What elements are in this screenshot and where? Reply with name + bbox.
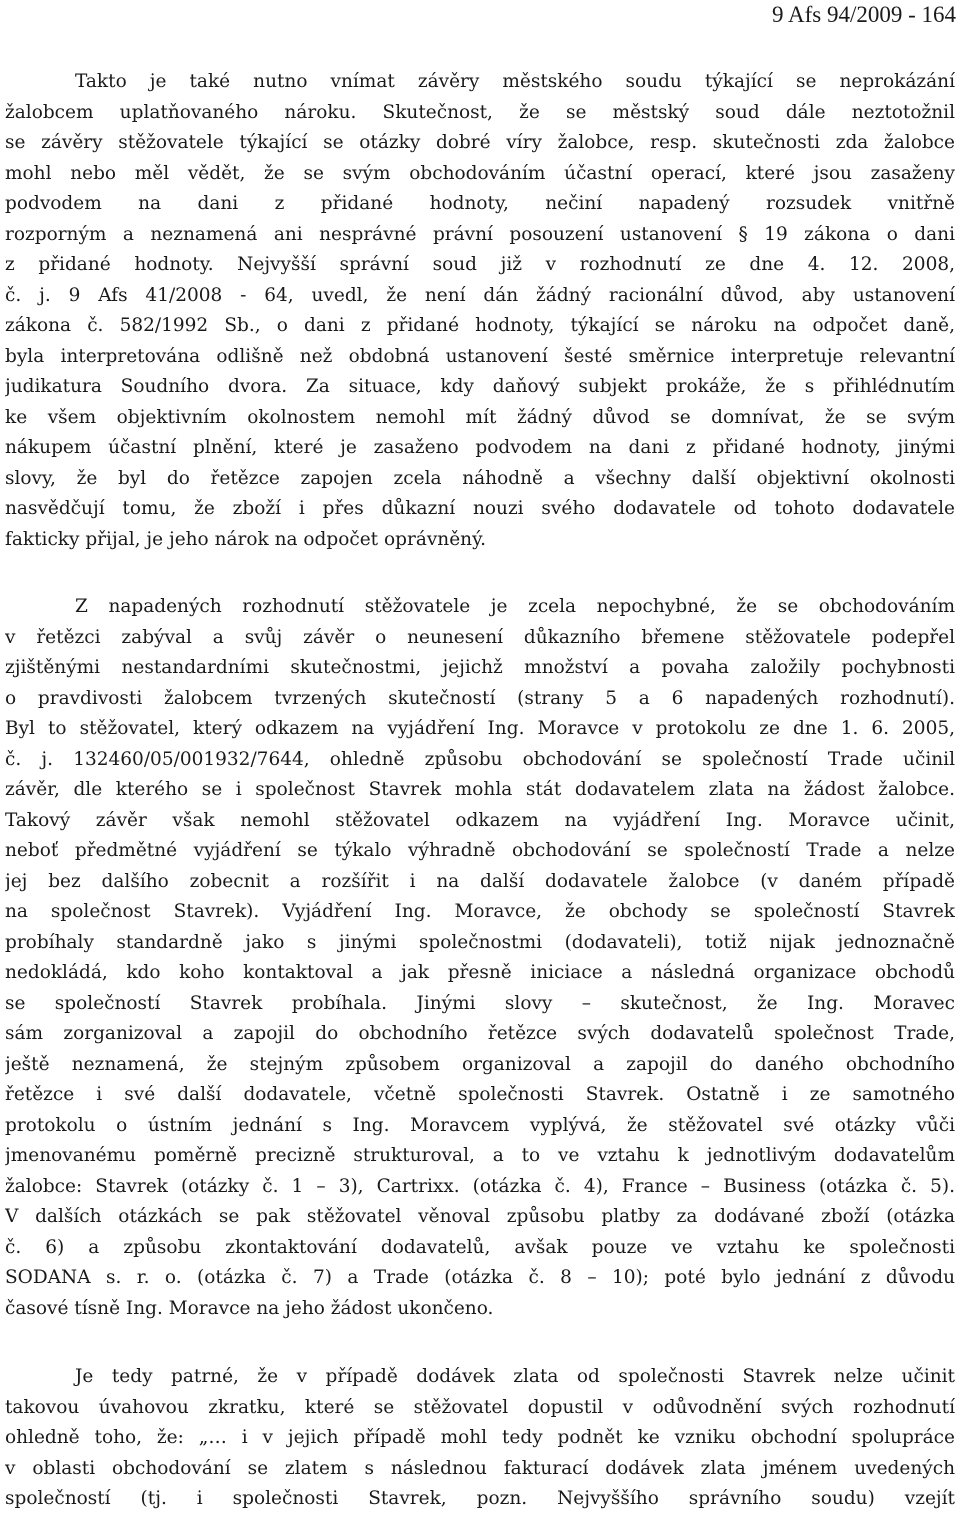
- text-line: sám zorganizoval a zapojil do obchodního řetězce svých dodavatelů společnost Trade,: [5, 1023, 955, 1044]
- text-line: Takový závěr však nemohl stěžovatel odkazem na vyjádření Ing. Moravce učinit,: [5, 809, 955, 831]
- text-line: řetězce i své další dodavatele, včetně společnosti Stavrek. Ostatně i ze samotného: [5, 1084, 955, 1105]
- text-line: nákupem účastní plnění, které je zasaženo podvodem na dani z přidané hodnoty, jinými: [5, 437, 955, 458]
- text-line: na společnost Stavrek). Vyjádření Ing. Moravce, že obchody se společností Stavrek: [5, 901, 955, 922]
- text-line: z přidané hodnoty. Nejvyšší správní soud již v rozhodnutí ze dne 4. 12. 2008,: [5, 254, 955, 275]
- text-line: protokolu o ústním jednání s Ing. Moravcem vyplývá, že stěžovatel své otázky vůči: [5, 1114, 955, 1136]
- text-line: žalobce: Stavrek (otázky č. 1 – 3), Cartrixx. (otázka č. 4), France – Business (otázka č. 5).: [5, 1175, 955, 1197]
- text-line: č. j. 132460/05/001932/7644, ohledně způsobu obchodování se společností Trade učinil: [5, 748, 955, 770]
- text-line: jmenovanému poměrně precizně strukturoval, a to ve vztahu k jednotlivým dodavatelům: [5, 1145, 955, 1166]
- text-line: se závěry stěžovatele týkající se otázky dobré víry žalobce, resp. skutečnosti zda žalobce: [5, 132, 955, 153]
- text-line: časové tísně Ing. Moravce na jeho žádost ukončeno.: [5, 1297, 494, 1319]
- text-line: společností (tj. i společnosti Stavrek, pozn. Nejvyššího správního soudu) vzejít: [5, 1488, 955, 1509]
- text-line: neboť předmětné vyjádření se týkalo výhradně obchodování se společností Trade a nelze: [5, 840, 955, 861]
- text-line: žalobcem uplatňovaného nároku. Skutečnost, že se městský soud dále neztotožnil: [5, 101, 955, 123]
- text-line: č. j. 9 Afs 41/2008 - 64, uvedl, že není dán žádný racionální důvod, aby ustanovení: [5, 284, 955, 306]
- text-line: slovy, že byl do řetězce zapojen zcela náhodně a všechny další objektivní okolnosti: [5, 467, 955, 489]
- text-line: takovou úvahovou zkratku, které se stěžovatel dopustil v odůvodnění svých rozhodnutí: [5, 1396, 955, 1418]
- case-reference: 9 Afs 94/2009 - 164: [772, 2, 956, 27]
- text-line: podvodem na dani z přidané hodnoty, nečiní napadený rozsudek vnitřně: [5, 193, 955, 214]
- text-line: o pravdivosti žalobcem tvrzených skutečností (strany 5 a 6 napadených rozhodnutí).: [5, 687, 955, 709]
- text-line: nedokládá, kdo koho kontaktoval a jak přesně iniciace a následná organizace obchodů: [5, 962, 955, 983]
- text-line: v řetězci zabýval a svůj závěr o neunesení důkazního břemene stěžovatele podepřel: [5, 626, 955, 648]
- text-line: ohledně toho, že: „… i v jejich případě mohl tedy podnět ke vzniku obchodní spolupráce: [5, 1427, 955, 1448]
- text-line: fakticky přijal, je jeho nárok na odpočet oprávněný.: [5, 528, 486, 550]
- text-line: nasvědčují tomu, že zboží i přes důkazní nouzi svého dodavatele od tohoto dodavatele: [5, 498, 955, 519]
- text-line: rozporným a neznamená ani nesprávné právní posouzení ustanovení § 19 zákona o dani: [5, 223, 955, 245]
- text-line: Byl to stěžovatel, který odkazem na vyjádření Ing. Moravce v protokolu ze dne 1. 6. 2005,: [5, 718, 955, 739]
- text-line: zákona č. 582/1992 Sb., o dani z přidané hodnoty, týkající se nároku na odpočet daně,: [5, 315, 955, 336]
- text-line: v oblasti obchodování se zlatem s následnou fakturací dodávek zlata jménem uvedených: [5, 1457, 955, 1479]
- text-line: Takto je také nutno vnímat závěry městského soudu týkající se neprokázání: [75, 71, 955, 92]
- text-line: byla interpretována odlišně než obdobná ustanovení šesté směrnice interpretuje relevantní: [5, 345, 955, 367]
- text-line: ke všem objektivním okolnostem nemohl mít žádný důvod se domnívat, že se svým: [5, 406, 955, 428]
- text-line: jej bez dalšího zobecnit a rozšířit i na další dodavatele žalobce (v daném případě: [5, 870, 955, 892]
- text-line: judikatura Soudního dvora. Za situace, kdy daňový subjekt prokáže, že s přihlédnutím: [5, 376, 955, 397]
- paragraph-3: [5, 1362, 955, 1515]
- paragraph-1: [5, 67, 955, 555]
- paragraph-2: [5, 592, 955, 1324]
- text-line: zjištěnými nestandardními skutečnostmi, jejichž množství a povaha založily pochybnosti: [5, 657, 955, 678]
- text-line: ještě neznamená, že stejným způsobem organizoval a zapojil do daného obchodního: [5, 1053, 955, 1075]
- text-line: probíhaly standardně jako s jinými společnostmi (dodavateli), totiž nijak jednoznačně: [5, 931, 955, 953]
- text-line: závěr, dle kterého se i společnost Stavrek mohla stát dodavatelem zlata na žádost žalobce.: [5, 779, 955, 800]
- text-line: č. 6) a způsobu zkontaktování dodavatelů, avšak pouze ve vztahu ke společnosti: [5, 1236, 955, 1258]
- text-line: Je tedy patrné, že v případě dodávek zlata od společnosti Stavrek nelze učinit: [75, 1366, 955, 1387]
- text-line: SODANA s. r. o. (otázka č. 7) a Trade (otázka č. 8 – 10); poté bylo jednání z důvodu: [5, 1267, 955, 1288]
- text-line: V dalších otázkách se pak stěžovatel věnoval způsobu platby za dodávané zboží (otázka: [5, 1206, 955, 1227]
- text-line: Z napadených rozhodnutí stěžovatele je zcela nepochybné, že se obchodováním: [75, 596, 955, 617]
- text-line: se společností Stavrek probíhala. Jinými slovy – skutečnost, že Ing. Moravec: [5, 992, 955, 1014]
- text-line: mohl nebo měl vědět, že se svým obchodováním účastní operací, které jsou zasaženy: [5, 162, 955, 184]
